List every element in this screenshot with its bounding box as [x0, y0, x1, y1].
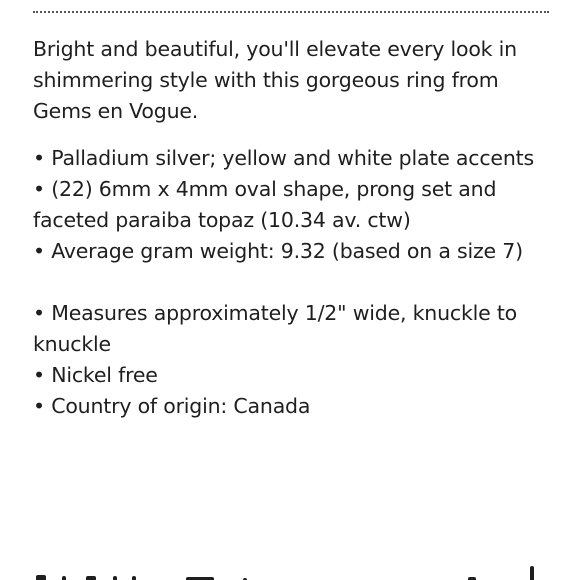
feature-list: [33, 143, 553, 267]
feature-item: • (22) 6mm x 4mm oval shape, prong set and faceted paraiba topaz (10.34 av. ctw): [33, 177, 497, 232]
spec-list: [33, 298, 553, 422]
spec-item: • Nickel free: [33, 363, 158, 387]
description-intro: Bright and beautiful, you'll elevate every look in shimmering style with this gorgeous ring from Gems en Vogue.: [33, 37, 517, 123]
feature-item: • Average gram weight: 9.32 (based on a size 7): [33, 239, 523, 263]
feature-item: • Palladium silver; yellow and white plate accents: [33, 146, 534, 170]
cropped-heading-fragment: [0, 566, 580, 580]
spec-item: • Country of origin: Canada: [33, 394, 311, 418]
section-divider: [33, 11, 549, 13]
product-description: [33, 34, 553, 422]
spec-item: • Measures approximately 1/2" wide, knuckle to knuckle: [33, 301, 518, 356]
